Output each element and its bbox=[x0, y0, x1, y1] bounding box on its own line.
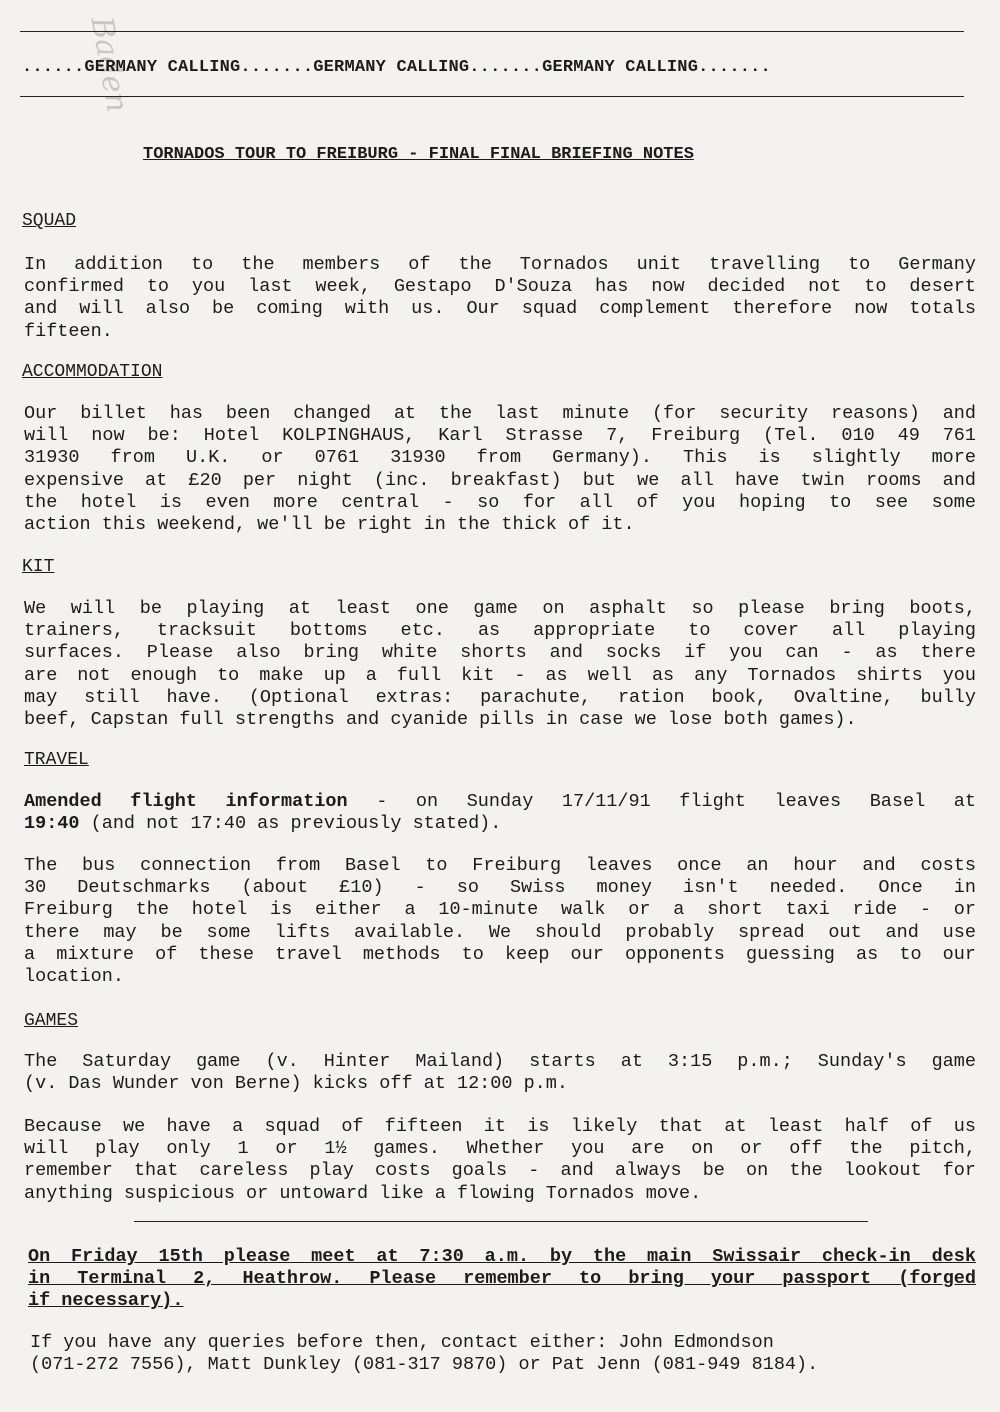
text-line: Freiburg the hotel is either a 10-minute walk or a short taxi ride - or bbox=[24, 899, 976, 921]
text-line: (v. Das Wunder von Berne) kicks off at 12:00 p.m. bbox=[24, 1073, 568, 1095]
banner-bottom-rule bbox=[20, 96, 964, 97]
text-line: In addition to the members of the Tornados unit travelling to Germany bbox=[24, 254, 976, 275]
text-line: will now be: Hotel KOLPINGHAUS, Karl Strasse 7, Freiburg (Tel. 010 49 761 bbox=[24, 425, 976, 447]
pencil-annotation: Baden bbox=[83, 14, 135, 115]
text-line: The Saturday game (v. Hinter Mailand) starts at 3:15 p.m.; Sunday's game bbox=[24, 1051, 976, 1072]
banner-text: ......GERMANY CALLING.......GERMANY CALLING.......GERMANY CALLING....... bbox=[22, 58, 771, 77]
text-line: beef, Capstan full strengths and cyanide pills in case we lose both games). bbox=[24, 709, 857, 731]
flight-time: 19:40 bbox=[24, 813, 80, 835]
text-line: expensive at £20 per night (inc. breakfast) but we all have twin rooms and bbox=[24, 469, 976, 491]
games-squad-paragraph bbox=[24, 1116, 976, 1205]
text-line: surfaces. Please also bring white shorts and socks if you can - as there bbox=[24, 642, 976, 664]
games-schedule-paragraph bbox=[24, 1051, 976, 1095]
text-line bbox=[24, 813, 976, 835]
text-line: If you have any queries before then, contact either: John Edmondson bbox=[30, 1332, 774, 1353]
text-line: confirmed to you last week, Gestapo D'Souza has now decided not to desert bbox=[24, 276, 976, 298]
text-line: fifteen. bbox=[24, 320, 113, 342]
text-line: anything suspicious or untoward like a flowing Tornados move. bbox=[24, 1182, 702, 1204]
text-line: will play only 1 or 1½ games. Whether you are on or off the pitch, bbox=[24, 1138, 976, 1160]
text-line: location. bbox=[24, 966, 124, 988]
divider-rule bbox=[134, 1221, 868, 1222]
kit-paragraph bbox=[24, 598, 976, 731]
text-line: in Terminal 2, Heathrow. Please remember to bring your passport (forged bbox=[28, 1268, 976, 1290]
text-line: 30 Deutschmarks (about £10) - so Swiss money isn't needed. Once in bbox=[24, 877, 976, 899]
text-line: We will be playing at least one game on asphalt so please bring boots, bbox=[24, 598, 976, 619]
text-line: On Friday 15th please meet at 7:30 a.m. by the main Swissair check-in desk bbox=[28, 1246, 976, 1267]
page-title: TORNADOS TOUR TO FREIBURG - FINAL FINAL BRIEFING NOTES bbox=[143, 145, 694, 164]
flight-paragraph bbox=[24, 791, 976, 835]
text-line: if necessary). bbox=[28, 1290, 184, 1312]
text-line: Because we have a squad of fifteen it is likely that at least half of us bbox=[24, 1116, 976, 1137]
text-line: remember that careless play costs goals - and always be on the lookout for bbox=[24, 1160, 976, 1182]
text-line: Our billet has been changed at the last minute (for security reasons) and bbox=[24, 403, 976, 424]
flight-time-note: (and not 17:40 as previously stated). bbox=[79, 813, 502, 835]
section-heading-travel: TRAVEL bbox=[24, 750, 89, 770]
text-line: a mixture of these travel methods to keep our opponents guessing as to our bbox=[24, 943, 976, 965]
flight-info-text: - on Sunday 17/11/91 flight leaves Basel at bbox=[347, 791, 976, 812]
text-line: there may be some lifts available. We should probably spread out and use bbox=[24, 921, 976, 943]
section-heading-kit: KIT bbox=[22, 557, 55, 577]
meeting-paragraph bbox=[28, 1246, 976, 1313]
text-line: (071-272 7556), Matt Dunkley (081-317 9870) or Pat Jenn (081-949 8184). bbox=[30, 1354, 819, 1376]
text-line: may still have. (Optional extras: parachute, ration book, Ovaltine, bully bbox=[24, 686, 976, 708]
flight-info-label: Amended flight information bbox=[24, 791, 348, 812]
text-line: 31930 from U.K. or 0761 31930 from Germany). This is slightly more bbox=[24, 447, 976, 469]
text-line: trainers, tracksuit bottoms etc. as appropriate to cover all playing bbox=[24, 620, 976, 642]
text-line: action this weekend, we'll be right in the thick of it. bbox=[24, 514, 635, 536]
text-line: and will also be coming with us. Our squad complement therefore now totals bbox=[24, 298, 976, 320]
bus-paragraph bbox=[24, 855, 976, 988]
section-heading-games: GAMES bbox=[24, 1011, 79, 1031]
text-line bbox=[24, 791, 976, 813]
top-rule bbox=[20, 31, 964, 32]
section-heading-accommodation: ACCOMMODATION bbox=[22, 362, 163, 382]
text-line: The bus connection from Basel to Freiburg leaves once an hour and costs bbox=[24, 855, 976, 876]
squad-paragraph bbox=[24, 254, 976, 343]
contacts-paragraph bbox=[30, 1332, 976, 1376]
section-heading-squad: SQUAD bbox=[22, 211, 77, 231]
text-line: the hotel is even more central - so for all of you hoping to see some bbox=[24, 491, 976, 513]
text-line: are not enough to make up a full kit - as well as any Tornados shirts you bbox=[24, 664, 976, 686]
accommodation-paragraph bbox=[24, 403, 976, 536]
